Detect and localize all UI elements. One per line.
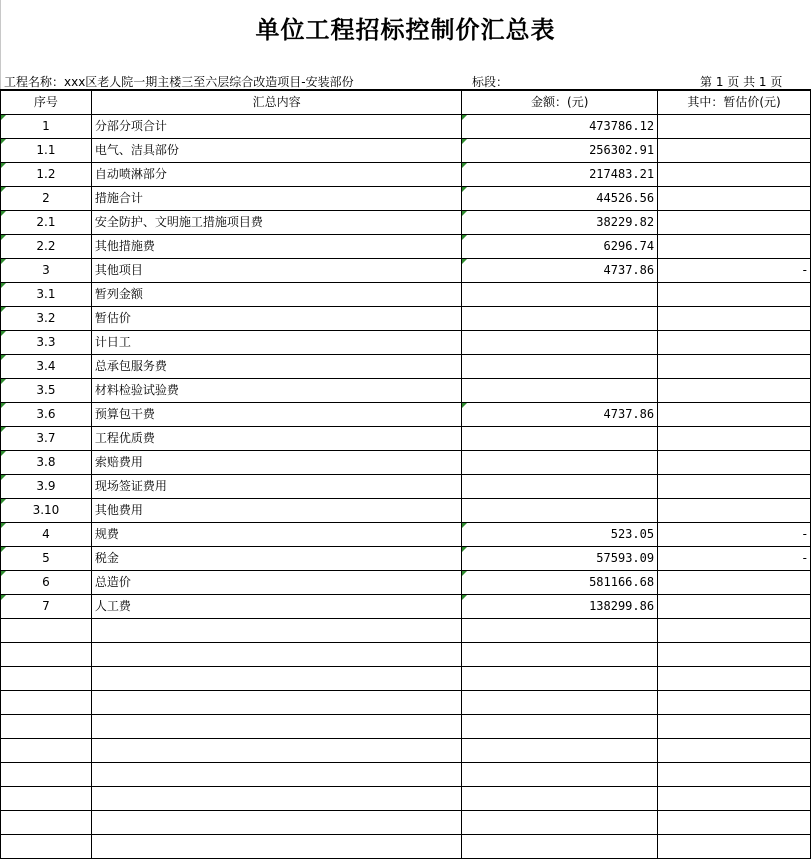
table-row — [1, 211, 811, 235]
row-estimate-cell[interactable] — [658, 475, 811, 499]
empty-amount-cell[interactable] — [462, 691, 658, 715]
row-amount-cell[interactable] — [462, 499, 658, 523]
empty-content-cell[interactable] — [91, 643, 462, 667]
empty-content-cell[interactable] — [91, 763, 462, 787]
row-estimate-cell[interactable] — [658, 379, 811, 403]
row-amount-cell[interactable]: 57593.09 — [462, 547, 658, 571]
row-content-cell[interactable]: 暂估价 — [91, 307, 462, 331]
empty-no-cell[interactable] — [1, 787, 92, 811]
empty-no-cell[interactable] — [1, 619, 92, 643]
row-content-cell[interactable]: 安全防护、文明施工措施项目费 — [91, 211, 462, 235]
empty-no-cell[interactable] — [1, 811, 92, 835]
empty-table-row — [1, 787, 811, 811]
row-amount-cell[interactable] — [462, 451, 658, 475]
empty-no-cell[interactable] — [1, 763, 92, 787]
row-content-cell[interactable]: 其他项目 — [91, 259, 462, 283]
empty-content-cell[interactable] — [91, 667, 462, 691]
table-row — [1, 523, 811, 547]
table-row — [1, 595, 811, 619]
table-row — [1, 139, 811, 163]
row-content-cell[interactable]: 其他措施费 — [91, 235, 462, 259]
row-number-cell[interactable]: 6 — [1, 571, 92, 595]
row-content-cell[interactable]: 暂列金额 — [91, 283, 462, 307]
row-number-cell[interactable]: 3.1 — [1, 283, 92, 307]
row-number-cell[interactable]: 7 — [1, 595, 92, 619]
empty-table-row — [1, 835, 811, 859]
empty-amount-cell[interactable] — [462, 763, 658, 787]
header-amount[interactable]: 金额：(元) — [462, 91, 658, 115]
row-content-cell[interactable]: 现场签证费用 — [91, 475, 462, 499]
table-row — [1, 403, 811, 427]
row-estimate-cell[interactable] — [658, 355, 811, 379]
table-row — [1, 187, 811, 211]
empty-amount-cell[interactable] — [462, 715, 658, 739]
empty-content-cell[interactable] — [91, 787, 462, 811]
table-row — [1, 355, 811, 379]
row-number-cell[interactable]: 3.4 — [1, 355, 92, 379]
empty-no-cell[interactable] — [1, 835, 92, 859]
row-number-cell[interactable]: 1 — [1, 115, 92, 139]
empty-table-row — [1, 715, 811, 739]
project-name: 工程名称：xxx区老人院一期主楼三至六层综合改造项目-安装部份 — [4, 75, 354, 89]
row-content-cell[interactable]: 分部分项合计 — [91, 115, 462, 139]
table-row — [1, 307, 811, 331]
table-row — [1, 379, 811, 403]
row-amount-cell[interactable]: 38229.82 — [462, 211, 658, 235]
row-number-cell[interactable]: 2.2 — [1, 235, 92, 259]
row-estimate-cell[interactable] — [658, 595, 811, 619]
table-row — [1, 451, 811, 475]
empty-estimate-cell[interactable] — [658, 715, 811, 739]
row-number-cell[interactable]: 3.7 — [1, 427, 92, 451]
row-number-cell[interactable]: 3.6 — [1, 403, 92, 427]
header-estimate[interactable]: 其中：暂估价(元) — [658, 91, 811, 115]
row-number-cell[interactable]: 4 — [1, 523, 92, 547]
empty-amount-cell[interactable] — [462, 619, 658, 643]
row-number-cell[interactable]: 1.1 — [1, 139, 92, 163]
row-estimate-cell[interactable] — [658, 403, 811, 427]
table-row — [1, 283, 811, 307]
empty-amount-cell[interactable] — [462, 643, 658, 667]
row-content-cell[interactable]: 工程优质费 — [91, 427, 462, 451]
row-content-cell[interactable]: 总造价 — [91, 571, 462, 595]
row-number-cell[interactable]: 5 — [1, 547, 92, 571]
row-estimate-cell[interactable] — [658, 451, 811, 475]
row-content-cell[interactable]: 电气、洁具部份 — [91, 139, 462, 163]
table-row — [1, 499, 811, 523]
table-row — [1, 331, 811, 355]
table-header-row — [1, 91, 811, 115]
row-estimate-cell[interactable]: - — [658, 547, 811, 571]
row-content-cell[interactable]: 规费 — [91, 523, 462, 547]
empty-amount-cell[interactable] — [462, 787, 658, 811]
row-amount-cell[interactable]: 4737.86 — [462, 259, 658, 283]
empty-table-row — [1, 811, 811, 835]
empty-no-cell[interactable] — [1, 739, 92, 763]
row-number-cell[interactable]: 3.10 — [1, 499, 92, 523]
row-content-cell[interactable]: 措施合计 — [91, 187, 462, 211]
row-number-cell[interactable]: 3.2 — [1, 307, 92, 331]
page-info: 第 1 页 共 1 页 — [700, 75, 783, 89]
table-row — [1, 571, 811, 595]
empty-table-row — [1, 763, 811, 787]
row-amount-cell[interactable]: 6296.74 — [462, 235, 658, 259]
row-number-cell[interactable]: 2 — [1, 187, 92, 211]
row-number-cell[interactable]: 3.8 — [1, 451, 92, 475]
empty-estimate-cell[interactable] — [658, 787, 811, 811]
row-content-cell[interactable]: 索赔费用 — [91, 451, 462, 475]
empty-no-cell[interactable] — [1, 715, 92, 739]
row-amount-cell[interactable] — [462, 427, 658, 451]
row-amount-cell[interactable] — [462, 475, 658, 499]
row-amount-cell[interactable] — [462, 379, 658, 403]
table-row — [1, 475, 811, 499]
empty-no-cell[interactable] — [1, 667, 92, 691]
row-number-cell[interactable]: 3.5 — [1, 379, 92, 403]
table-row — [1, 259, 811, 283]
row-amount-cell[interactable]: 138299.86 — [462, 595, 658, 619]
empty-amount-cell[interactable] — [462, 667, 658, 691]
row-amount-cell[interactable] — [462, 355, 658, 379]
empty-amount-cell[interactable] — [462, 739, 658, 763]
row-number-cell[interactable]: 1.2 — [1, 163, 92, 187]
row-estimate-cell[interactable] — [658, 331, 811, 355]
empty-table-row — [1, 643, 811, 667]
row-content-cell[interactable]: 其他费用 — [91, 499, 462, 523]
row-estimate-cell[interactable] — [658, 307, 811, 331]
row-estimate-cell[interactable] — [658, 139, 811, 163]
row-amount-cell[interactable]: 523.05 — [462, 523, 658, 547]
row-amount-cell[interactable]: 217483.21 — [462, 163, 658, 187]
row-amount-cell[interactable]: 4737.86 — [462, 403, 658, 427]
empty-content-cell[interactable] — [91, 691, 462, 715]
empty-content-cell[interactable] — [91, 619, 462, 643]
section-label: 标段： — [472, 75, 509, 89]
row-number-cell[interactable]: 3.3 — [1, 331, 92, 355]
empty-estimate-cell[interactable] — [658, 691, 811, 715]
empty-amount-cell[interactable] — [462, 811, 658, 835]
row-estimate-cell[interactable] — [658, 211, 811, 235]
empty-estimate-cell[interactable] — [658, 667, 811, 691]
row-content-cell[interactable]: 人工费 — [91, 595, 462, 619]
table-row — [1, 163, 811, 187]
row-content-cell[interactable]: 自动喷淋部分 — [91, 163, 462, 187]
row-number-cell[interactable]: 3 — [1, 259, 92, 283]
row-estimate-cell[interactable] — [658, 499, 811, 523]
row-estimate-cell[interactable] — [658, 163, 811, 187]
empty-content-cell[interactable] — [91, 811, 462, 835]
empty-table-row — [1, 739, 811, 763]
row-estimate-cell[interactable] — [658, 187, 811, 211]
empty-content-cell[interactable] — [91, 835, 462, 859]
row-estimate-cell[interactable]: - — [658, 259, 811, 283]
empty-estimate-cell[interactable] — [658, 763, 811, 787]
header-no[interactable]: 序号 — [1, 91, 92, 115]
table-row — [1, 547, 811, 571]
empty-content-cell[interactable] — [91, 715, 462, 739]
empty-no-cell[interactable] — [1, 691, 92, 715]
row-content-cell[interactable]: 计日工 — [91, 331, 462, 355]
row-amount-cell[interactable]: 44526.56 — [462, 187, 658, 211]
row-estimate-cell[interactable] — [658, 427, 811, 451]
page-title: 单位工程招标控制价汇总表 — [255, 15, 556, 44]
header-content[interactable]: 汇总内容 — [91, 91, 462, 115]
row-estimate-cell[interactable] — [658, 283, 811, 307]
empty-no-cell[interactable] — [1, 643, 92, 667]
row-estimate-cell[interactable] — [658, 235, 811, 259]
row-amount-cell[interactable]: 256302.91 — [462, 139, 658, 163]
row-estimate-cell[interactable] — [658, 571, 811, 595]
empty-amount-cell[interactable] — [462, 835, 658, 859]
row-content-cell[interactable]: 总承包服务费 — [91, 355, 462, 379]
empty-estimate-cell[interactable] — [658, 835, 811, 859]
empty-table-row — [1, 619, 811, 643]
row-amount-cell[interactable] — [462, 283, 658, 307]
table-row — [1, 115, 811, 139]
row-estimate-cell[interactable]: - — [658, 523, 811, 547]
table-row — [1, 235, 811, 259]
empty-estimate-cell[interactable] — [658, 643, 811, 667]
summary-table — [0, 90, 811, 859]
empty-content-cell[interactable] — [91, 739, 462, 763]
empty-table-row — [1, 691, 811, 715]
table-row — [1, 427, 811, 451]
row-amount-cell[interactable] — [462, 307, 658, 331]
empty-table-row — [1, 667, 811, 691]
row-amount-cell[interactable]: 473786.12 — [462, 115, 658, 139]
empty-estimate-cell[interactable] — [658, 739, 811, 763]
row-content-cell[interactable]: 材料检验试验费 — [91, 379, 462, 403]
row-amount-cell[interactable] — [462, 331, 658, 355]
row-estimate-cell[interactable] — [658, 115, 811, 139]
row-content-cell[interactable]: 预算包干费 — [91, 403, 462, 427]
row-amount-cell[interactable]: 581166.68 — [462, 571, 658, 595]
empty-estimate-cell[interactable] — [658, 619, 811, 643]
row-number-cell[interactable]: 2.1 — [1, 211, 92, 235]
empty-estimate-cell[interactable] — [658, 811, 811, 835]
row-number-cell[interactable]: 3.9 — [1, 475, 92, 499]
row-content-cell[interactable]: 税金 — [91, 547, 462, 571]
